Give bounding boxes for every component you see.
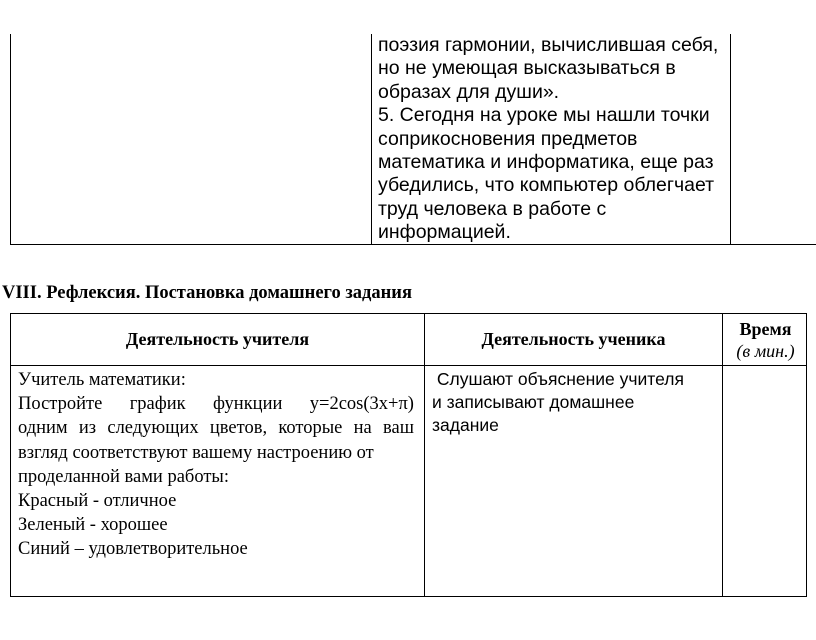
color-option-blue: Синий – удовлетворительное: [18, 539, 248, 560]
word: график: [129, 394, 186, 415]
section-heading: VIII. Рефлексия. Постановка домашнего задания: [2, 283, 412, 303]
column-divider: [722, 314, 723, 596]
teacher-task-line: [18, 416, 414, 440]
color-option-red: Красный - отличное: [18, 491, 177, 512]
text-line: 5. Сегодня на уроке мы нашли точки: [378, 104, 710, 127]
word: на: [353, 418, 372, 439]
lesson-summary-text: [378, 34, 728, 245]
student-line: задание: [432, 415, 499, 435]
word: следующих: [107, 418, 199, 439]
teacher-task-line: [18, 392, 414, 416]
color-option-green: Зеленый - хорошее: [18, 515, 168, 536]
text-line: поэзия гармонии, вычислившая себя,: [378, 34, 719, 56]
student-line: и записывают домашнее: [432, 392, 635, 412]
student-activity-cell: [432, 368, 722, 437]
header-time: [724, 318, 807, 362]
student-line: Слушают объяснение учителя: [432, 369, 684, 389]
teacher-activity-cell: [18, 368, 414, 562]
text-line: труд человека в работе с: [378, 197, 607, 220]
text-line: образах для души».: [378, 80, 560, 103]
text-line: соприкосновения предметов: [378, 127, 638, 150]
text-line: информацией.: [378, 221, 511, 244]
activity-table: [10, 313, 807, 597]
teacher-line: проделанной вами работы:: [18, 466, 229, 487]
teacher-line: Учитель математики:: [18, 370, 186, 390]
word: цветов,: [209, 418, 268, 439]
word: из: [78, 418, 97, 439]
header-divider: [11, 365, 806, 366]
word: ваш: [383, 418, 414, 439]
header-teacher-activity: Деятельность учителя: [125, 329, 310, 349]
column-divider: [730, 34, 731, 244]
text-line: математика и информатика, еще раз: [378, 151, 714, 174]
word: одним: [18, 418, 68, 439]
header-time-label: Время: [739, 319, 792, 339]
word: которые: [278, 418, 343, 439]
header-time-unit: (в мин.): [736, 341, 795, 361]
header-student-activity: Деятельность ученика: [481, 329, 666, 349]
function-formula: y=2cos(3x+π): [309, 394, 414, 415]
word: функции: [213, 394, 283, 415]
text-line: но не умеющая высказываться в: [378, 57, 676, 80]
text-line: убедились, что компьютер облегчает: [378, 174, 715, 197]
teacher-line: взгляд соответствуют вашему настроению от: [18, 442, 374, 463]
column-divider: [371, 34, 372, 244]
word: Постройте: [18, 394, 103, 415]
